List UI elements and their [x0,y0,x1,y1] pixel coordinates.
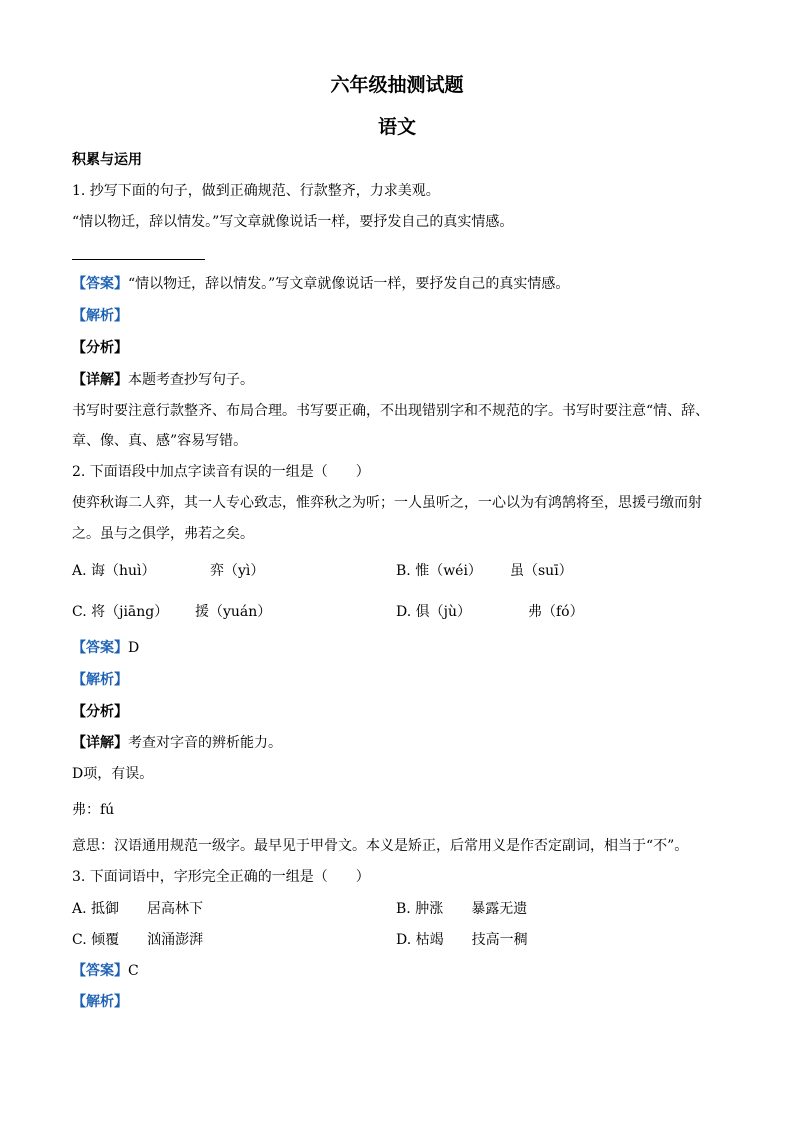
q1-fenxi-tag: 【分析】 [72,340,128,356]
detail-text: 考查对字音的辨析能力。 [128,735,282,751]
q2-option-c1: C. 将（jiāng） [72,604,169,620]
q2-analysis-tag: 【解析】 [72,672,128,688]
q1-detail [72,370,254,390]
q3-option-c: C. 倾覆 汹涌澎湃 [72,932,204,948]
q2-option-b2: 虽（suī） [510,563,573,579]
q3-option-d: D. 枯竭 技高一稠 [396,932,528,948]
section-heading: 积累与运用 [72,152,142,168]
detail-tag: 【详解】 [72,735,128,751]
q2-line-meaning: 意思：汉语通用规范一级字。最早见于甲骨文。本义是矫正，后常用义是作否定副词，相当于“不”。 [72,838,689,854]
detail-text: 本题考查抄写句子。 [128,372,254,388]
q3-analysis-tag: 【解析】 [72,994,128,1010]
answer-text: D [128,640,140,656]
q1-analysis-tag: 【解析】 [72,308,128,324]
q2-passage-line2: 之。虽与之俱学，弗若之矣。 [72,526,254,542]
q2-fenxi-tag: 【分析】 [72,704,128,720]
q2-option-a1: A. 诲（huì） [72,563,156,579]
q1-sentence: “情以物迁，辞以情发。”写文章就像说话一样，要抒发自己的真实情感。 [72,214,514,230]
q2-option-d1: D. 俱（jù） [396,604,471,620]
subject-title: 语文 [377,116,416,138]
q3-option-b: B. 肿涨 暴露无遗 [396,901,528,917]
q3-answer [72,961,139,981]
q1-stem: 1. 抄写下面的句子，做到正确规范、行款整齐，力求美观。 [72,183,440,199]
q2-option-c2: 援（yuán） [195,604,272,620]
q2-option-d2: 弗（fó） [528,604,584,620]
q3-option-a: A. 抵御 居高林下 [72,901,204,917]
q1-para-line2: 章、像、真、感”容易写错。 [72,433,248,449]
q2-detail [72,733,282,753]
answer-text: “情以物迁，辞以情发。”写文章就像说话一样，要抒发自己的真实情感。 [128,276,570,292]
q3-stem: 3. 下面词语中，字形完全正确的一组是（ ） [72,869,370,885]
q2-stem: 2. 下面语段中加点字读音有误的一组是（ ） [72,464,370,480]
answer-text: C [128,963,139,979]
answer-tag: 【答案】 [72,276,128,292]
q1-para-line1: 书写时要注意行款整齐、布局合理。书写要正确，不出现错别字和不规范的字。书写时要注意“情、辞、 [72,403,710,419]
answer-blank-line [72,259,205,260]
q2-passage-line1: 使弈秋诲二人弈，其一人专心致志，惟弈秋之为听；一人虽听之，一心以为有鸿鹄将至，思援弓缴而射 [72,495,702,511]
exam-title: 六年级抽测试题 [330,74,464,96]
answer-tag: 【答案】 [72,640,128,656]
detail-tag: 【详解】 [72,372,128,388]
q2-option-b1: B. 惟（wéi） [396,563,482,579]
q2-line-fu: 弗：fú [72,802,115,818]
q1-answer [72,274,569,294]
q2-line-d: D项，有误。 [72,766,154,782]
q2-option-a2: 弈（yì） [210,563,265,579]
answer-tag: 【答案】 [72,963,128,979]
q2-answer [72,638,139,658]
